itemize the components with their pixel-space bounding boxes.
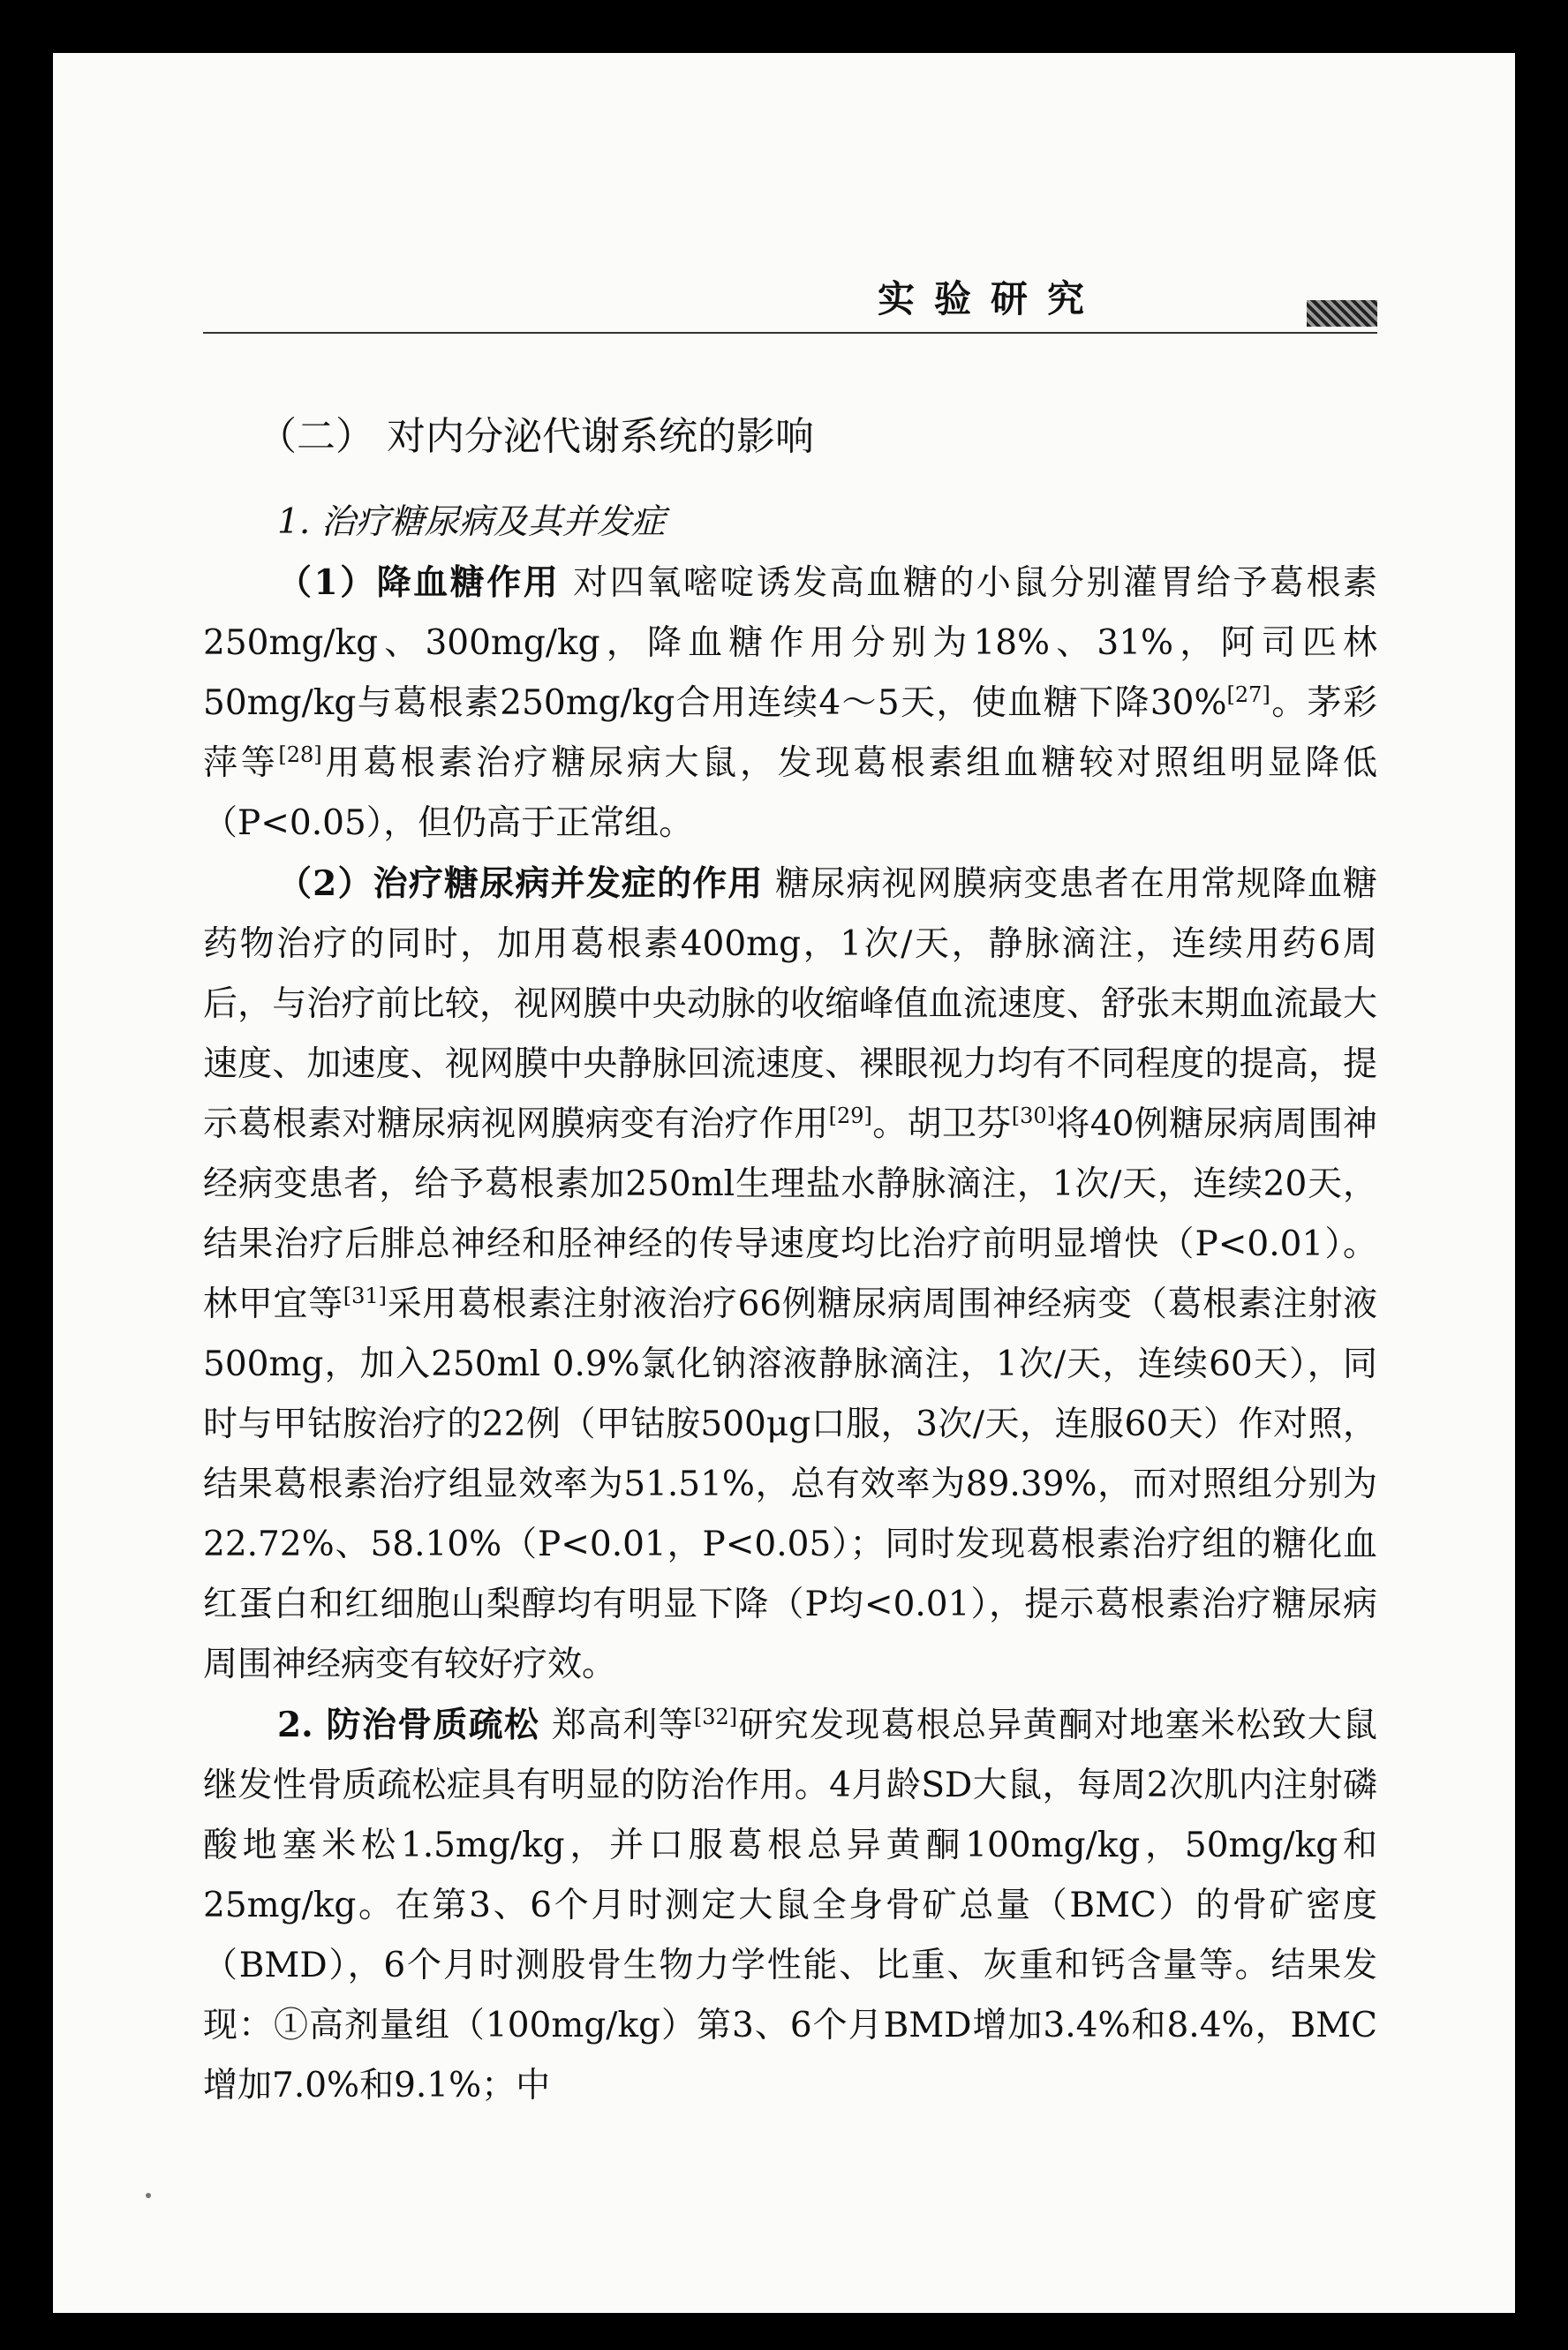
scan-speck [146, 2193, 151, 2198]
citation: [31] [343, 1284, 388, 1308]
citation: [30] [1011, 1103, 1056, 1128]
paragraph-text: 研究发现葛根总异黄酮对地塞米松致大鼠继发性骨质疏松症具有明显的防治作用。4月龄SD大鼠，每周2次肌内注射磷酸地塞米松1.5mg/kg，并口服葛根总异黄酮100mg/kg，50mg/kg和25mg/kg。在第3、6个月时测定大鼠全身骨矿总量（BMC）的骨矿密度（BMD），6个月时测股骨生物力学性能、比重、灰重和钙含量等。结果发现：①高剂量组（100mg/kg）第3、6个月BMD增加3.4%和8.4%，BMC增加7.0%和9.1%；中 [203, 1706, 1378, 2105]
header-title: 实验研究 [877, 277, 1104, 320]
citation: [27] [1226, 682, 1270, 707]
section-heading: （二） 对内分泌代谢系统的影响 [258, 414, 814, 459]
running-header [203, 265, 1377, 334]
paragraph-lead: 2. 防治骨质疏松 [277, 1705, 540, 1745]
citation: [29] [828, 1103, 872, 1128]
paragraph-lead: （1）降血糖作用 [277, 562, 561, 603]
paragraph-text: 将40例糖尿病周围神经病变患者，给予葛根素加250ml生理盐水静脉滴注，1次/天，连续20天，结果治疗后腓总神经和胫神经的传导速度均比治疗前明显增快（P<0.01）。林甲宜等 [203, 1104, 1377, 1324]
paragraph-lead: （2）治疗糖尿病并发症的作用 [277, 863, 764, 904]
book-page [53, 53, 1515, 2313]
paragraph-complications [203, 854, 1377, 1695]
subsection-title: 1. 治疗糖尿病及其并发症 [277, 502, 666, 542]
body-text [203, 406, 1377, 2116]
paragraph-text: 郑高利等 [539, 1706, 694, 1745]
header-decoration [1307, 300, 1377, 327]
paragraph-hypoglycemic [203, 553, 1377, 854]
paragraph-text: 糖尿病视网膜病变患者在用常规降血糖药物治疗的同时，加用葛根素400mg，1次/天，静脉滴注，连续用药6周后，与治疗前比较，视网膜中央动脉的收缩峰值血流速度、舒张末期血流最大速度、加速度、视网膜中央静脉回流速度、裸眼视力均有不同程度的提高，提示葛根素对糖尿病视网膜病变有治疗作用 [203, 864, 1377, 1144]
paragraph-text: 采用葛根素注射液治疗66例糖尿病周围神经病变（葛根素注射液500mg，加入250ml 0.9%氯化钠溶液静脉滴注，1次/天，连续60天），同时与甲钴胺治疗的22例（甲钴胺500μg口服，3次/天，连服60天）作对照，结果葛根素治疗组显效率为51.51%，总有效率为89.39%，而对照组分别为22.72%、58.10%（P<0.01，P<0.05）；同时发现葛根素治疗组的糖化血红蛋白和红细胞山梨醇均有明显下降（P均<0.01），提示葛根素治疗糖尿病周围神经病变有较好疗效。 [203, 1284, 1377, 1684]
paragraph-text: 对四氧嘧啶诱发高血糖的小鼠分别灌胃给予葛根素250mg/kg、300mg/kg，降血糖作用分别为18%、31%，阿司匹林50mg/kg与葛根素250mg/kg合用连续4～5天，使血糖下降30% [203, 563, 1377, 723]
citation: [32] [693, 1705, 738, 1729]
citation: [28] [278, 742, 322, 767]
paragraph-osteoporosis [203, 1695, 1377, 2116]
paragraph-text: 。胡卫芬 [871, 1104, 1012, 1144]
paragraph-text: 。茅彩萍等 [203, 683, 1377, 783]
paragraph-text: 用葛根素治疗糖尿病大鼠，发现葛根素组血糖较对照组明显降低（P<0.05），但仍高于正常组。 [203, 743, 1377, 843]
